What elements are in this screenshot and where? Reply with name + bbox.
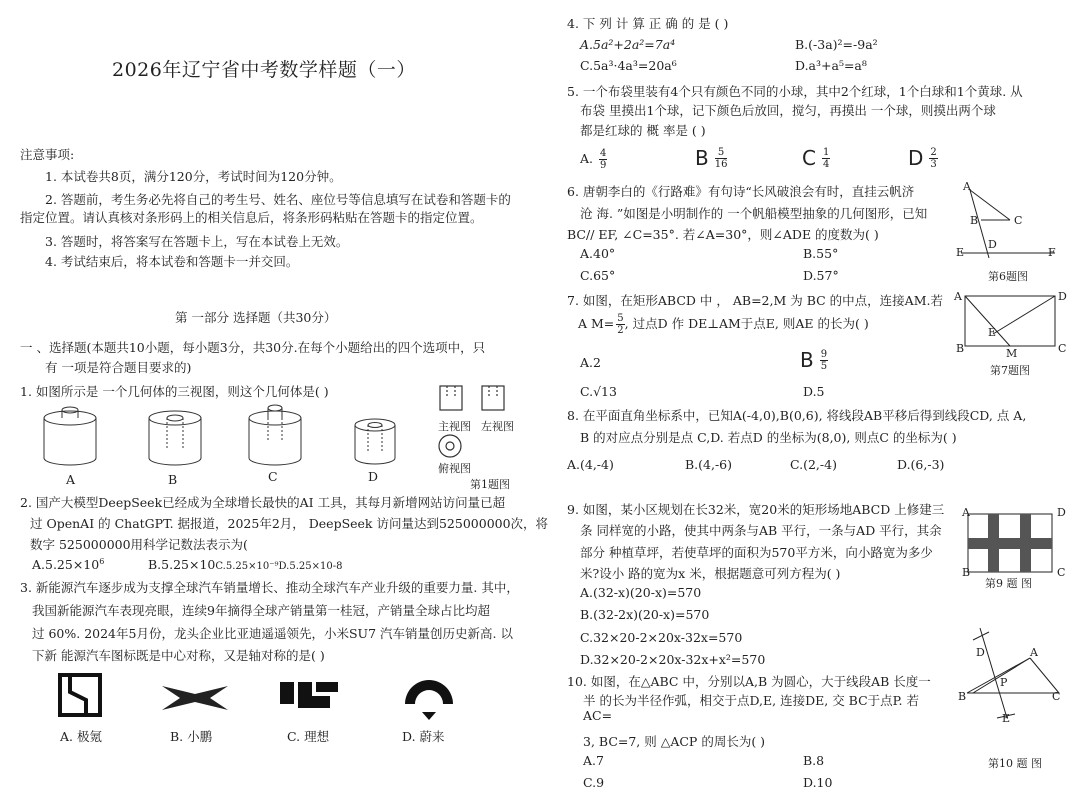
q2-option-a-exponent: 6 — [99, 557, 105, 566]
q7-question: , 过点D 作 DE⊥AM于点E, 则AE 的长为( ) — [624, 316, 869, 331]
q5-line-1: 5. 一个布袋里装有4个只有颜色不同的小球，其中2个红球，1个白球和1个黄球. 从 — [567, 84, 1023, 99]
q8-option-b: B.(4,-6) — [685, 457, 733, 472]
q2-option-b-base: B.5.25×10 — [148, 557, 216, 572]
q3-line-2: 我国新能源汽车表现亮眼，连续9年摘得全球产销量第一桂冠，产销量全球占比均超 — [32, 603, 490, 618]
q6-label-f: F — [1048, 246, 1056, 259]
q5-option-b — [695, 146, 727, 170]
q6-option-d: D.57° — [803, 268, 839, 283]
q5-option-a-numerator: 4 — [600, 148, 607, 159]
q7-figure-caption: 第7题图 — [990, 364, 1030, 377]
q1-stem: 1. 如图所示是 一个几何体的三视图，则这个几何体是( ) — [20, 384, 329, 399]
q9-label-a: A — [962, 506, 970, 519]
note-2: 2. 答题前，考生务必先将自己的考生号、姓名、座位号等信息填写在试卷和答题卡的 — [45, 192, 511, 207]
q3-logos-figure — [50, 672, 470, 727]
q5-option-c-label: C — [802, 146, 816, 170]
q5-option-a-label: A. — [580, 151, 594, 166]
section-instructions: 一 、选择题(本题共10小题，每小题3分，共30分.在每个小题给出的四个选项中，只 — [20, 340, 486, 355]
q10-line-2: 半 的长为半径作弧，相交于点D,E, 连接DE, 交 BC于点P. 若 — [583, 693, 919, 708]
q2-options-cd: C.5.25×10⁻⁹D.5.25×10-8 — [215, 561, 343, 572]
q6-line-3: BC// EF, ∠C=35°. 若∠A=30°，则∠ADE 的度数为( ) — [567, 227, 879, 242]
q7-am-numerator: 5 — [617, 313, 624, 324]
note-2-cont: 指定位置。请认真核对条形码上的相关信息后，将条形码粘贴在答题卡的指定位置。 — [20, 210, 483, 225]
q8-option-c: C.(2,-4) — [790, 457, 837, 472]
q8-option-a: A.(4,-4) — [567, 457, 614, 472]
q8-line-2: B 的对应点分别是点 C,D. 若点D 的坐标为(8,0), 则点C 的坐标为( ) — [580, 430, 957, 445]
q7-option-c: C.√13 — [580, 384, 617, 399]
q6-label-a: A — [963, 180, 971, 193]
q5-line-3: 都是红球的 概 率是 ( ) — [580, 123, 706, 138]
q7-option-a: A.2 — [580, 355, 601, 370]
q9-line-1: 9. 如图，某小区规划在长32米，宽20米的矩形场地ABCD 上修建三 — [567, 502, 945, 517]
q10-label-a: A — [1030, 646, 1038, 659]
q9-option-a: A.(32-x)(20-x)=570 — [580, 585, 702, 600]
q10-label-c: C — [1052, 690, 1061, 703]
section-instructions-cont: 有 一项是符合题目要求的) — [45, 360, 192, 375]
q6-figure-caption: 第6题图 — [988, 270, 1028, 283]
q9-line-2: 条 同样宽的小路，使其中两条与AB 平行，一条与AD 平行，其余 — [580, 523, 942, 538]
q3-option-c: C. 理想 — [287, 729, 330, 744]
q7-option-b — [800, 348, 828, 372]
q9-line-4: 米?设小 路的宽为x 米，根据题意可列方程为( ) — [580, 566, 841, 581]
q10-option-d: D.10 — [803, 775, 833, 790]
q10-line-1: 10. 如图，在△ABC 中，分别以A,B 为圆心，大于线段AB 长度一 — [567, 674, 931, 689]
q7-option-b-label: B — [800, 348, 814, 372]
q1-top-view-label: 俯视图 — [438, 462, 471, 475]
q6-option-a: A.40° — [580, 246, 616, 261]
q9-option-b: B.(32-2x)(20-x)=570 — [580, 607, 710, 622]
q4-stem: 4. 下 列 计 算 正 确 的 是 ( ) — [567, 16, 729, 31]
q5-option-c-denominator: 4 — [822, 158, 830, 170]
q9-label-c: C — [1057, 566, 1066, 579]
q5-option-d-numerator: 2 — [930, 146, 937, 158]
q5-line-2: 布袋 里摸出1个球，记下颜色后放回，搅匀，再摸出 一个球，则摸出两个球 — [580, 103, 996, 118]
q1-left-view-label: 左视图 — [481, 420, 514, 433]
q4-option-a: A.5a²+2a²=7a⁴ — [580, 37, 676, 52]
q3-option-d: D. 蔚来 — [402, 729, 445, 744]
q10-line-3: AC= — [583, 708, 613, 723]
q2-option-b — [148, 557, 342, 572]
q5-option-d-label: D — [908, 146, 924, 170]
q2-option-a — [32, 557, 104, 572]
q4-option-b: B.(-3a)²=-9a² — [795, 37, 878, 52]
q6-label-d: D — [988, 238, 997, 251]
q9-line-3: 部分 种植草坪，若使草坪的面积为570平方米，向小路宽为多少 — [580, 545, 933, 560]
q7-line-2 — [578, 313, 869, 336]
q5-option-b-denominator: 16 — [714, 158, 728, 170]
q1-option-c: C — [268, 469, 278, 484]
q7-label-c: C — [1058, 342, 1067, 355]
q5-option-d-denominator: 3 — [930, 158, 937, 170]
part-heading: 第 一部分 选择题（共30分） — [175, 310, 337, 325]
q1-front-view-label: 主视图 — [438, 420, 471, 433]
q7-am-denominator: 2 — [617, 325, 624, 336]
q5-option-b-numerator: 5 — [715, 147, 728, 159]
q7-label-a: A — [954, 290, 962, 303]
q6-label-e: E — [956, 246, 965, 259]
q3-line-4: 下新 能源汽车图标既是中心对称，又是轴对称的是( ) — [32, 648, 325, 663]
q5-option-d — [908, 146, 938, 170]
q2-option-a-base: A.5.25×10 — [32, 557, 100, 573]
q5-option-a-denominator: 9 — [600, 160, 607, 171]
q4-option-d: D.a³+a⁵=a⁸ — [795, 58, 867, 73]
q6-option-c: C.65° — [580, 268, 616, 283]
q8-option-d: D.(6,-3) — [897, 457, 945, 472]
q1-option-a: A — [66, 472, 76, 487]
q2-line-3: 数字 525000000用科学记数法表示为( — [30, 537, 248, 552]
q1-option-d: D — [368, 469, 379, 484]
q6-line-2: 沧 海. ”如图是小明制作的 一个帆船模型抽象的几何图形，已知 — [580, 206, 928, 221]
q9-label-b: B — [962, 566, 971, 579]
q10-figure-caption: 第10 题 图 — [988, 757, 1042, 770]
q3-option-a: A. 极氪 — [60, 729, 102, 744]
q9-figure — [962, 508, 1062, 578]
q10-option-c: C.9 — [583, 775, 605, 790]
note-1: 1. 本试卷共8页，满分120分，考试时间为120分钟。 — [45, 169, 342, 184]
q3-line-3: 过 60%. 2024年5月份，龙头企业比亚迪遥遥领先，小米SU7 汽车销量创历史新高. 以 — [32, 626, 513, 641]
q10-label-e: E — [1002, 712, 1011, 725]
q1-solids-figure — [30, 400, 430, 470]
q7-line-1: 7. 如图，在矩形ABCD 中 ， AB=2,M 为 BC 的中点，连接AM.若 — [567, 293, 943, 308]
q9-label-d: D — [1057, 506, 1066, 519]
q7-am-label: A M= — [578, 316, 615, 331]
q3-line-1: 3. 新能源汽车逐步成为支撑全球汽车销量增长、推动全球汽车产业升级的重要力量. 其中， — [20, 580, 519, 595]
q9-figure-caption: 第9 题 图 — [985, 577, 1032, 590]
q6-label-c: C — [1014, 214, 1023, 227]
q10-line-4: 3, BC=7, 则 △ACP 的周长为( ) — [583, 734, 766, 749]
q3-option-b: B. 小鹏 — [170, 729, 213, 744]
q7-option-b-numerator: 9 — [820, 348, 828, 360]
q9-option-d: D.32×20-2×20x-32x+x²=570 — [580, 652, 766, 667]
q6-option-b: B.55° — [803, 246, 839, 261]
q7-label-d: D — [1058, 290, 1067, 303]
q5-option-b-label: B — [695, 146, 709, 170]
q4-option-c: C.5a³·4a³=20a⁶ — [580, 58, 677, 73]
q5-option-c — [802, 146, 830, 170]
q2-line-2: 过 OpenAI 的 ChatGPT. 据报道，2025年2月， DeepSeek 访问量达到525000000次，将 — [30, 516, 549, 531]
q6-label-b: B — [970, 214, 979, 227]
q10-option-b: B.8 — [803, 753, 825, 768]
q2-line-1: 2. 国产大模型DeepSeek已经成为全球增长最快的AI 工具，其每月新增网站访问量已超 — [20, 495, 506, 510]
q10-label-d: D — [976, 646, 985, 659]
q1-option-b: B — [168, 472, 178, 487]
q6-line-1: 6. 唐朝李白的《行路难》有句诗“长风破浪会有时，直挂云帆济 — [567, 184, 915, 199]
q1-figure-caption: 第1题图 — [470, 478, 510, 491]
q7-label-m: M — [1006, 347, 1018, 360]
q5-option-a — [580, 148, 607, 171]
q7-option-d: D.5 — [803, 384, 825, 399]
q8-line-1: 8. 在平面直角坐标系中，已知A(-4,0),B(0,6), 将线段AB平移后得到线段CD, 点 A, — [567, 408, 1027, 423]
q10-label-b: B — [958, 690, 967, 703]
notes-heading: 注意事项: — [20, 147, 75, 162]
paper-title: 2026年辽宁省中考数学样题（一） — [112, 59, 416, 81]
q10-option-a: A.7 — [583, 753, 604, 768]
q7-label-e: E — [988, 326, 997, 339]
q7-label-b: B — [956, 342, 965, 355]
note-4: 4. 考试结束后，将本试卷和答题卡一并交回。 — [45, 254, 299, 269]
q10-label-p: P — [1000, 676, 1008, 689]
q9-option-c: C.32×20-2×20x-32x=570 — [580, 630, 743, 645]
note-3: 3. 答题时，将答案写在答题卡上，写在本试卷上无效。 — [45, 234, 349, 249]
q7-option-b-denominator: 5 — [820, 360, 828, 372]
q5-option-c-numerator: 1 — [822, 146, 830, 158]
